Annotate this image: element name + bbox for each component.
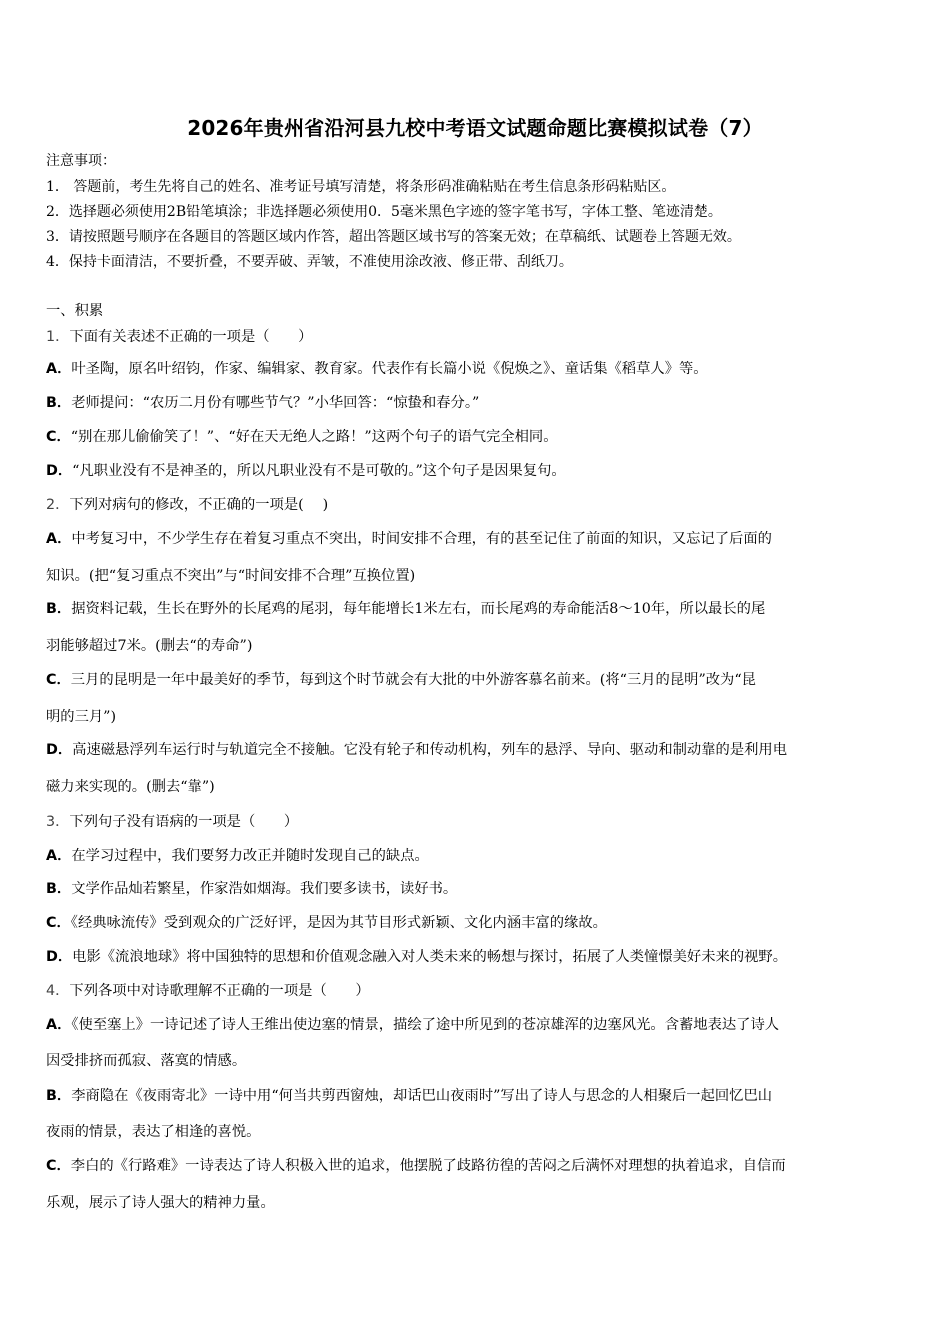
option-b [46, 879, 916, 899]
question-text: 下面有关表述不正确的一项是（ ） [69, 329, 313, 345]
option-c [46, 913, 916, 933]
page-title: 2026年贵州省沿河县九校中考语文试题命题比赛模拟试卷（7） [187, 116, 763, 140]
option-a [46, 1015, 916, 1035]
option-a-cont: 因受排挤而孤寂、落寞的情感。 [46, 1053, 247, 1069]
option-letter: C． [46, 672, 71, 688]
question-number: 2． [46, 497, 70, 513]
option-d [46, 461, 916, 481]
option-a [46, 529, 916, 549]
option-letter: A． [46, 1017, 72, 1033]
option-letter: C． [46, 915, 71, 931]
option-text: 《经典咏流传》受到观众的广泛好评，是因为其节目形式新颖、文化内涵丰富的缘故。 [70, 915, 607, 931]
option-text: 老师提问：“农历二月份有哪些节气？”小华回答：“惊蛰和春分。” [71, 395, 480, 411]
question-number: 1． [46, 329, 70, 345]
option-text: 李商隐在《夜雨寄北》一诗中用“何当共剪西窗烛，却话巴山夜雨时”写出了诗人与思念的人相聚后一起回忆巴山 [71, 1088, 773, 1104]
option-d-cont: 磁力来实现的。(删去“靠”) [46, 779, 215, 795]
question-stem [46, 327, 916, 347]
option-letter: D． [46, 742, 73, 758]
notice-item: 3．请按照题号顺序在各题目的答题区域内作答，超出答题区域书写的答案无效；在草稿纸、试题卷上答题无效。 [46, 229, 741, 245]
option-letter: C． [46, 1158, 71, 1174]
option-text: 三月的昆明是一年中最美好的季节，每到这个时节就会有大批的中外游客慕名前来。(将“三月的昆明”改为“昆 [70, 672, 756, 688]
option-a-cont: 知识。(把“复习重点不突出”与“时间安排不合理”互换位置) [46, 568, 416, 584]
option-b-cont: 夜雨的情景，表达了相逢的喜悦。 [46, 1124, 261, 1140]
option-text: 据资料记载，生长在野外的长尾鸡的尾羽，每年能增长1米左右，而长尾鸡的寿命能活8～10年，所以最长的尾 [71, 601, 766, 617]
section-heading: 一、积累 [46, 303, 104, 319]
option-text: “别在那儿偷偷笑了！”、“好在天无绝人之路！”这两个句子的语气完全相同。 [70, 429, 558, 445]
question-stem [46, 812, 916, 832]
option-text: “凡职业没有不是神圣的，所以凡职业没有不是可敬的。”这个句子是因果复句。 [72, 463, 566, 479]
question-text: 下列句子没有语病的一项是（ ） [69, 814, 299, 830]
question-number: 4． [46, 983, 70, 999]
option-d [46, 740, 916, 760]
notice-heading: 注意事项： [46, 153, 116, 169]
option-c [46, 670, 916, 690]
option-letter: A． [46, 531, 72, 547]
notice-item: 2．选择题必须使用2B铅笔填涂；非选择题必须使用0．5毫米黑色字迹的签字笔书写，字体工整、笔迹清楚。 [46, 204, 722, 220]
option-b-cont: 羽能够超过7米。(删去“的寿命”) [46, 638, 253, 654]
option-text: 高速磁悬浮列车运行时与轨道完全不接触。它没有轮子和传动机构，列车的悬浮、导向、驱动和制动靠的是利用电 [72, 742, 788, 758]
option-d [46, 947, 916, 967]
option-letter: B． [46, 395, 72, 411]
notice-item: 4．保持卡面清洁，不要折叠，不要弄破、弄皱，不准使用涂改液、修正带、刮纸刀。 [46, 254, 573, 270]
option-letter: B． [46, 601, 72, 617]
option-text: 中考复习中，不少学生存在着复习重点不突出，时间安排不合理，有的甚至记住了前面的知识，又忘记了后面的 [71, 531, 772, 547]
option-letter: B． [46, 1088, 72, 1104]
option-text: 《使至塞上》一诗记述了诗人王维出使边塞的情景，描绘了途中所见到的苍凉雄浑的边塞风光。含蓄地表达了诗人 [71, 1017, 780, 1033]
option-letter: A． [46, 361, 72, 377]
option-letter: A． [46, 848, 72, 864]
option-b [46, 393, 916, 413]
option-c [46, 427, 916, 447]
notice-item: 1． 答题前，考生先将自己的姓名、准考证号填写清楚，将条形码准确粘贴在考生信息条形码粘贴区。 [46, 179, 676, 195]
option-b [46, 599, 916, 619]
question-stem [46, 981, 916, 1001]
question-text: 下列对病句的修改，不正确的一项是( ) [69, 497, 329, 513]
option-text: 电影《流浪地球》将中国独特的思想和价值观念融入对人类未来的畅想与探讨，拓展了人类憧憬美好未来的视野。 [72, 949, 788, 965]
option-letter: D． [46, 949, 73, 965]
option-a [46, 359, 916, 379]
option-text: 文学作品灿若繁星，作家浩如烟海。我们要多读书，读好书。 [71, 881, 458, 897]
option-letter: C． [46, 429, 71, 445]
option-c-cont: 乐观，展示了诗人强大的精神力量。 [46, 1195, 275, 1211]
option-a [46, 846, 916, 866]
option-c [46, 1156, 916, 1176]
option-text: 在学习过程中，我们要努力改正并随时发现自己的缺点。 [71, 848, 429, 864]
option-letter: B． [46, 881, 72, 897]
question-number: 3． [46, 814, 70, 830]
option-b [46, 1086, 916, 1106]
option-text: 李白的《行路难》一诗表达了诗人积极入世的追求，他摆脱了歧路彷徨的苦闷之后满怀对理想的执着追求，自信而 [70, 1158, 786, 1174]
option-c-cont: 明的三月”) [46, 709, 117, 725]
option-text: 叶圣陶，原名叶绍钧，作家、编辑家、教育家。代表作有长篇小说《倪焕之》、童话集《稻草人》等。 [71, 361, 708, 377]
option-letter: D． [46, 463, 73, 479]
question-text: 下列各项中对诗歌理解不正确的一项是（ ） [69, 983, 370, 999]
question-stem [46, 495, 916, 515]
